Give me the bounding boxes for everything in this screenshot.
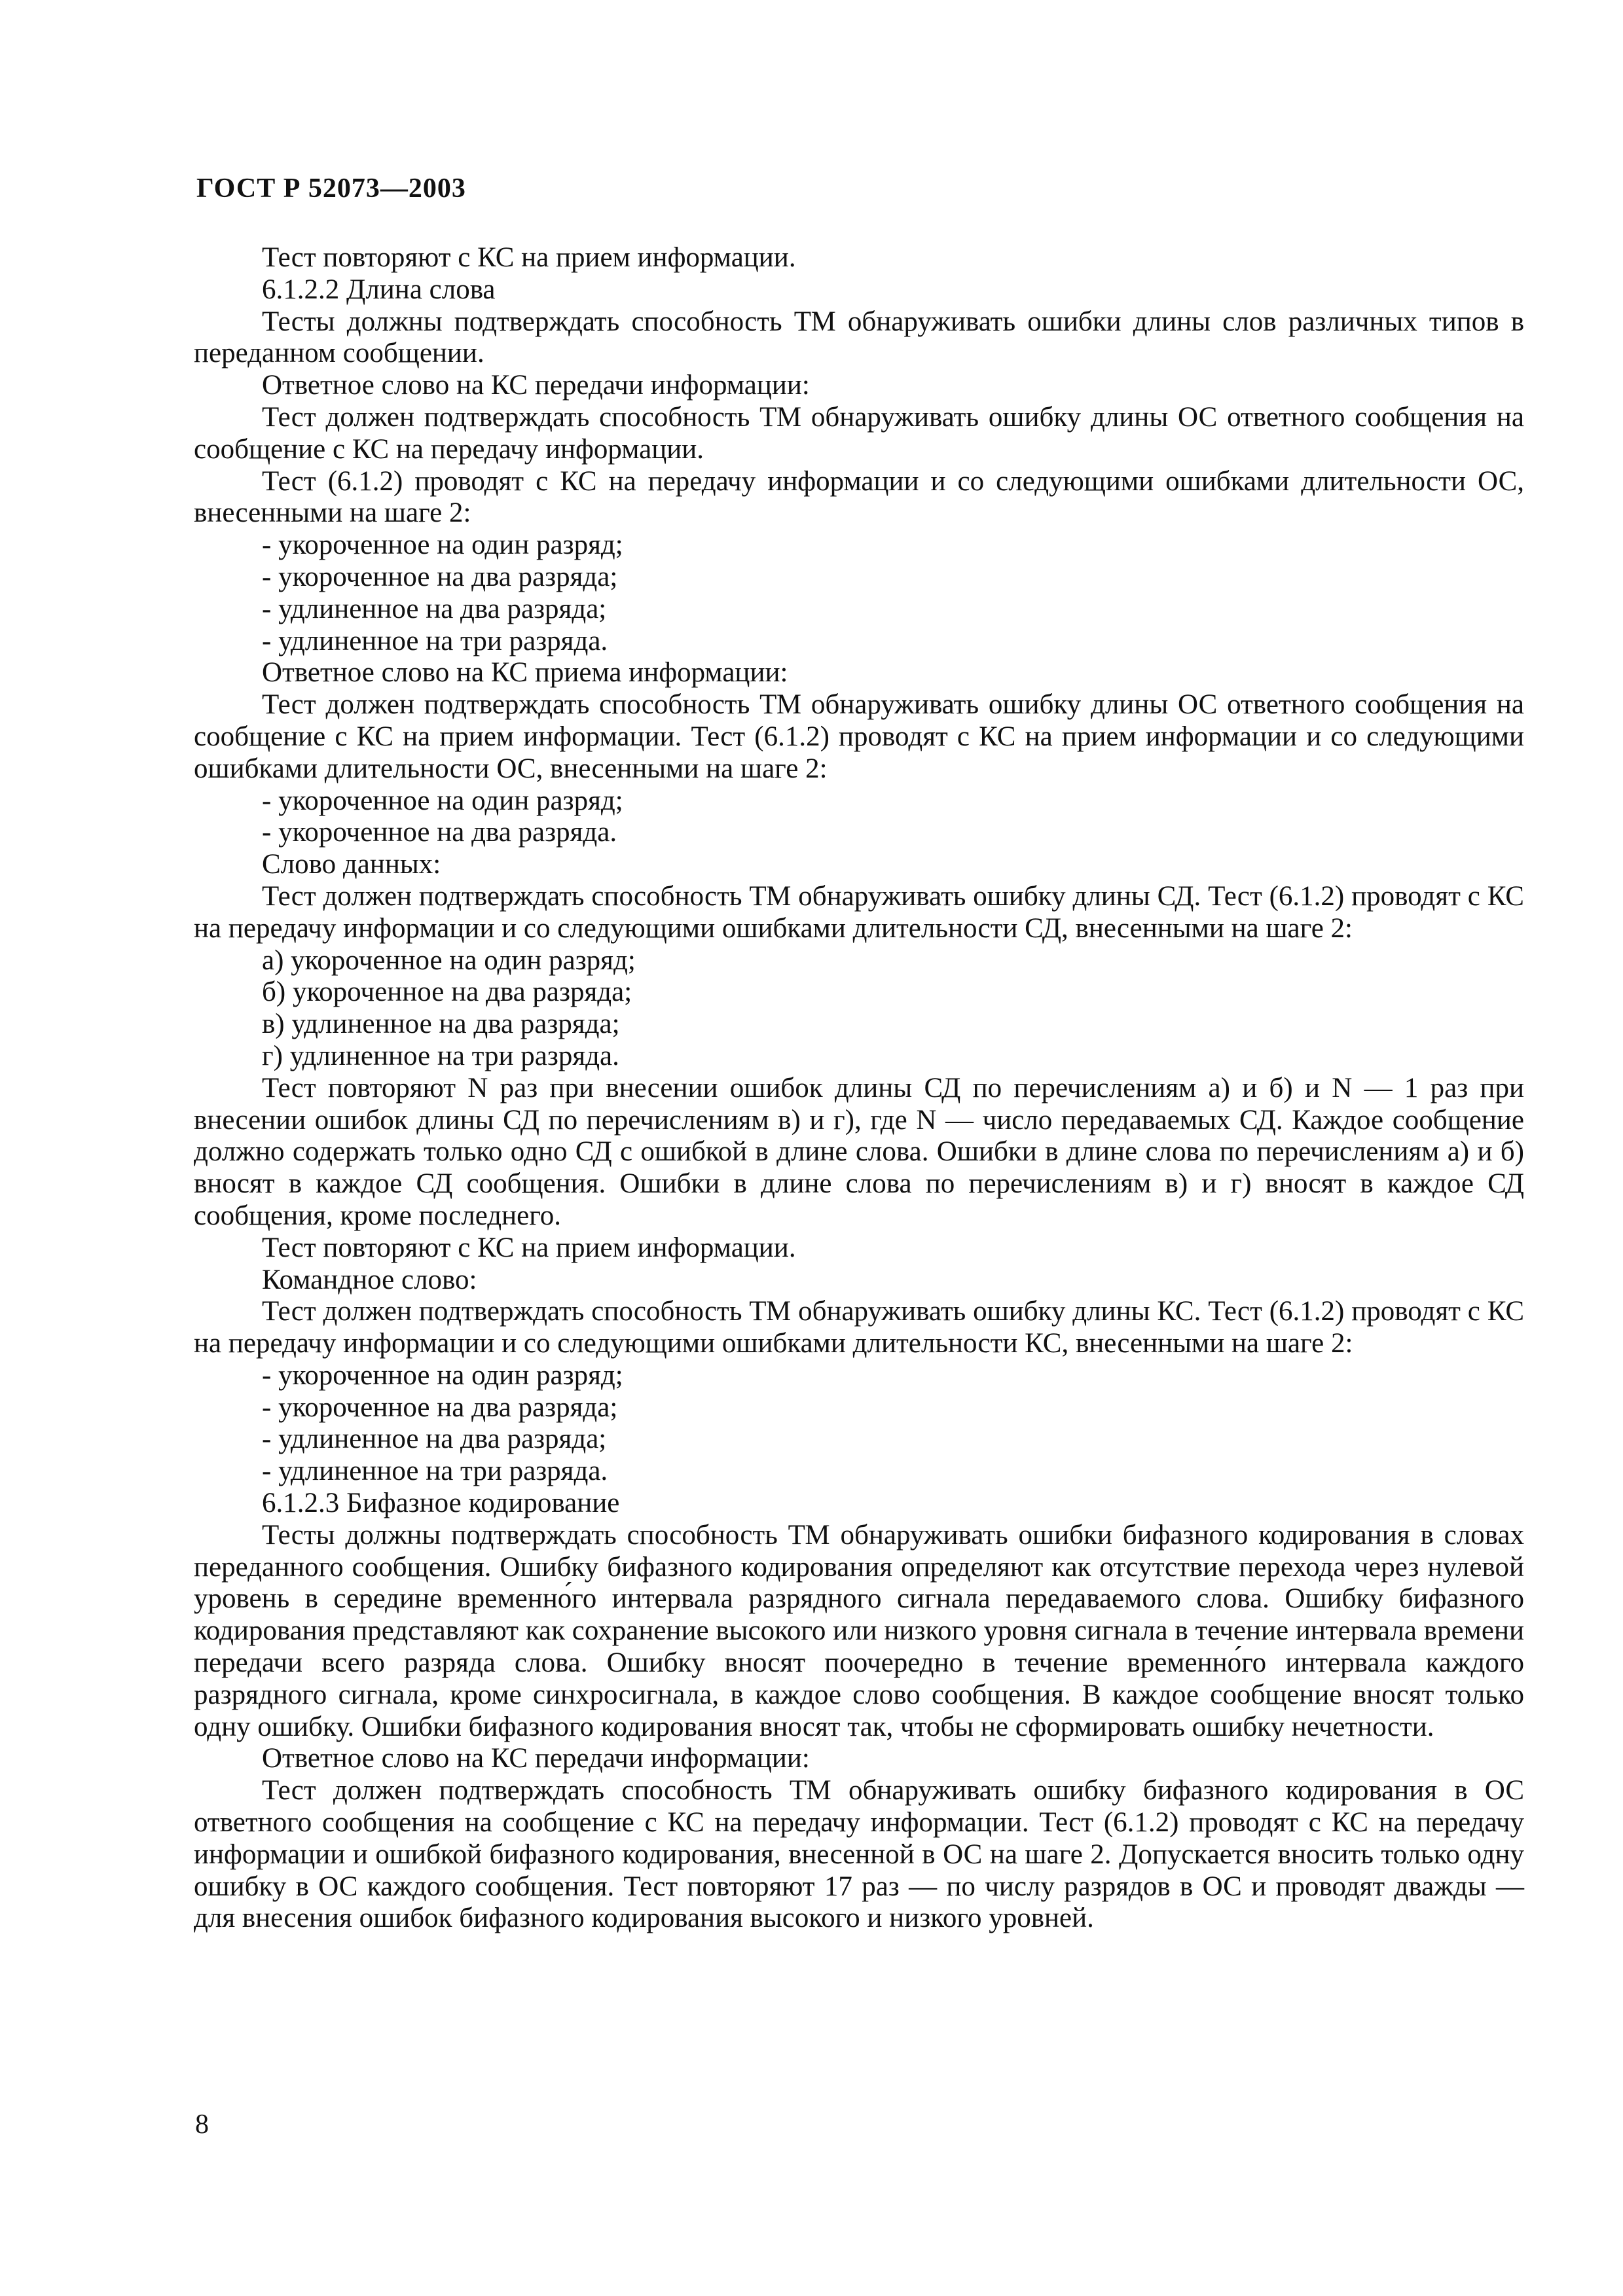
- paragraph: Тесты должны подтверждать способность ТМ обнаруживать ошибки длины слов различных типов в переданном сообщении.: [194, 306, 1524, 369]
- paragraph: Ответное слово на КС приема информации:: [262, 657, 788, 689]
- paragraph: Ответное слово на КС передачи информации:: [262, 370, 810, 401]
- paragraph: Тест повторяют с КС на прием информации.: [262, 242, 796, 273]
- list-item: а) укороченное на один разряд;: [262, 944, 636, 976]
- list-item: - удлиненное на два разряда;: [262, 1424, 607, 1455]
- paragraph: Ответное слово на КС передачи информации:: [262, 1743, 810, 1774]
- paragraph: Тест повторяют с КС на прием информации.: [262, 1232, 796, 1263]
- list-item: - укороченное на два разряда.: [262, 817, 617, 848]
- paragraph: Тест (6.1.2) проводят с КС на передачу информации и со следующими ошибками длительности ОС, внесенными на шаге 2:: [194, 465, 1524, 529]
- list-item: - удлиненное на три разряда.: [262, 1456, 608, 1487]
- paragraph: 6.1.2.2 Длина слова: [262, 274, 496, 305]
- list-item: - удлиненное на три разряда.: [262, 625, 608, 656]
- paragraph: Тесты должны подтверждать способность ТМ обнаруживать ошибки бифазного кодирования в словах переданного сообщения. Ошибку бифазного кодирования определяют как отсутствие перехода через нулевой уровень в середине временно́го интервала разрядного сигнала передаваемого слова. Ошибку бифазного кодирования представляют как сохранение высокого или низкого уровня сигнала в течение интервала времени передачи всего разряда слова. Ошибку вносят поочередно в течение временно́го интервала каждого разрядного сигнала, кроме синхросигнала, в каждое слово сообщения. В каждое сообщение вносят только одну ошибку. Ошибки бифазного кодирования вносят так, чтобы не сформировать ошибку нечетности.: [194, 1519, 1524, 1742]
- paragraph: Слово данных:: [262, 849, 441, 880]
- list-item: б) укороченное на два разряда;: [262, 977, 632, 1008]
- list-item: - укороченное на два разряда;: [262, 1391, 618, 1423]
- list-item: г) удлиненное на три разряда.: [262, 1040, 619, 1071]
- list-item: - укороченное на один разряд;: [262, 529, 623, 561]
- paragraph: Командное слово:: [262, 1264, 477, 1295]
- paragraph: Тест должен подтверждать способность ТМ обнаруживать ошибку длины ОС ответного сообщения на сообщение с КС на прием информации. Тест (6.1.2) проводят с КС на прием информации и со следующими ошибками длительности ОС, внесенными на шаге 2:: [194, 689, 1524, 784]
- paragraph: Тест должен подтверждать способность ТМ обнаруживать ошибку длины КС. Тест (6.1.2) проводят с КС на передачу информации и со следующими ошибками длительности КС, внесенными на шаге 2:: [194, 1296, 1524, 1359]
- paragraph: Тест должен подтверждать способность ТМ обнаруживать ошибку длины СД. Тест (6.1.2) проводят с КС на передачу информации и со следующими ошибками длительности СД, внесенными на шаге 2:: [194, 880, 1524, 944]
- list-item: - удлиненное на два разряда;: [262, 593, 607, 624]
- page-number: 8: [195, 2109, 209, 2140]
- list-item: - укороченное на один разряд;: [262, 785, 623, 816]
- list-item: - укороченное на два разряда;: [262, 561, 618, 592]
- paragraph: Тест должен подтверждать способность ТМ обнаруживать ошибку длины ОС ответного сообщения на сообщение с КС на передачу информации.: [194, 401, 1524, 465]
- list-item: - укороченное на один разряд;: [262, 1359, 623, 1391]
- paragraph: Тест должен подтверждать способность ТМ обнаруживать ошибку бифазного кодирования в ОС ответного сообщения на сообщение с КС на передачу информации. Тест (6.1.2) проводят с КС на передачу информации и ошибкой бифазного кодирования, внесенной в ОС на шаге 2. Допускается вносить только одну ошибку в ОС каждого сообщения. Тест повторяют 17 раз — по числу разрядов в ОС и проводят дважды — для внесения ошибок бифазного кодирования высокого и низкого уровней.: [194, 1775, 1524, 1934]
- paragraph: Тест повторяют N раз при внесении ошибок длины СД по перечислениям а) и б) и N — 1 раз при внесении ошибок длины СД по перечислениям в) и г), где N — число передаваемых СД. Каждое сообщение должно содержать только одно СД с ошибкой в длине слова. Ошибки в длине слова по перечислениям а) и б) вносят в каждое СД сообщения. Ошибки в длине слова по перечислениям в) и г) вносят в каждое СД сообщения, кроме последнего.: [194, 1072, 1524, 1231]
- standard-code-header: ГОСТ Р 52073—2003: [196, 173, 466, 204]
- list-item: в) удлиненное на два разряда;: [262, 1009, 620, 1040]
- document-body: [194, 242, 1524, 1935]
- paragraph: 6.1.2.3 Бифазное кодирование: [262, 1488, 620, 1519]
